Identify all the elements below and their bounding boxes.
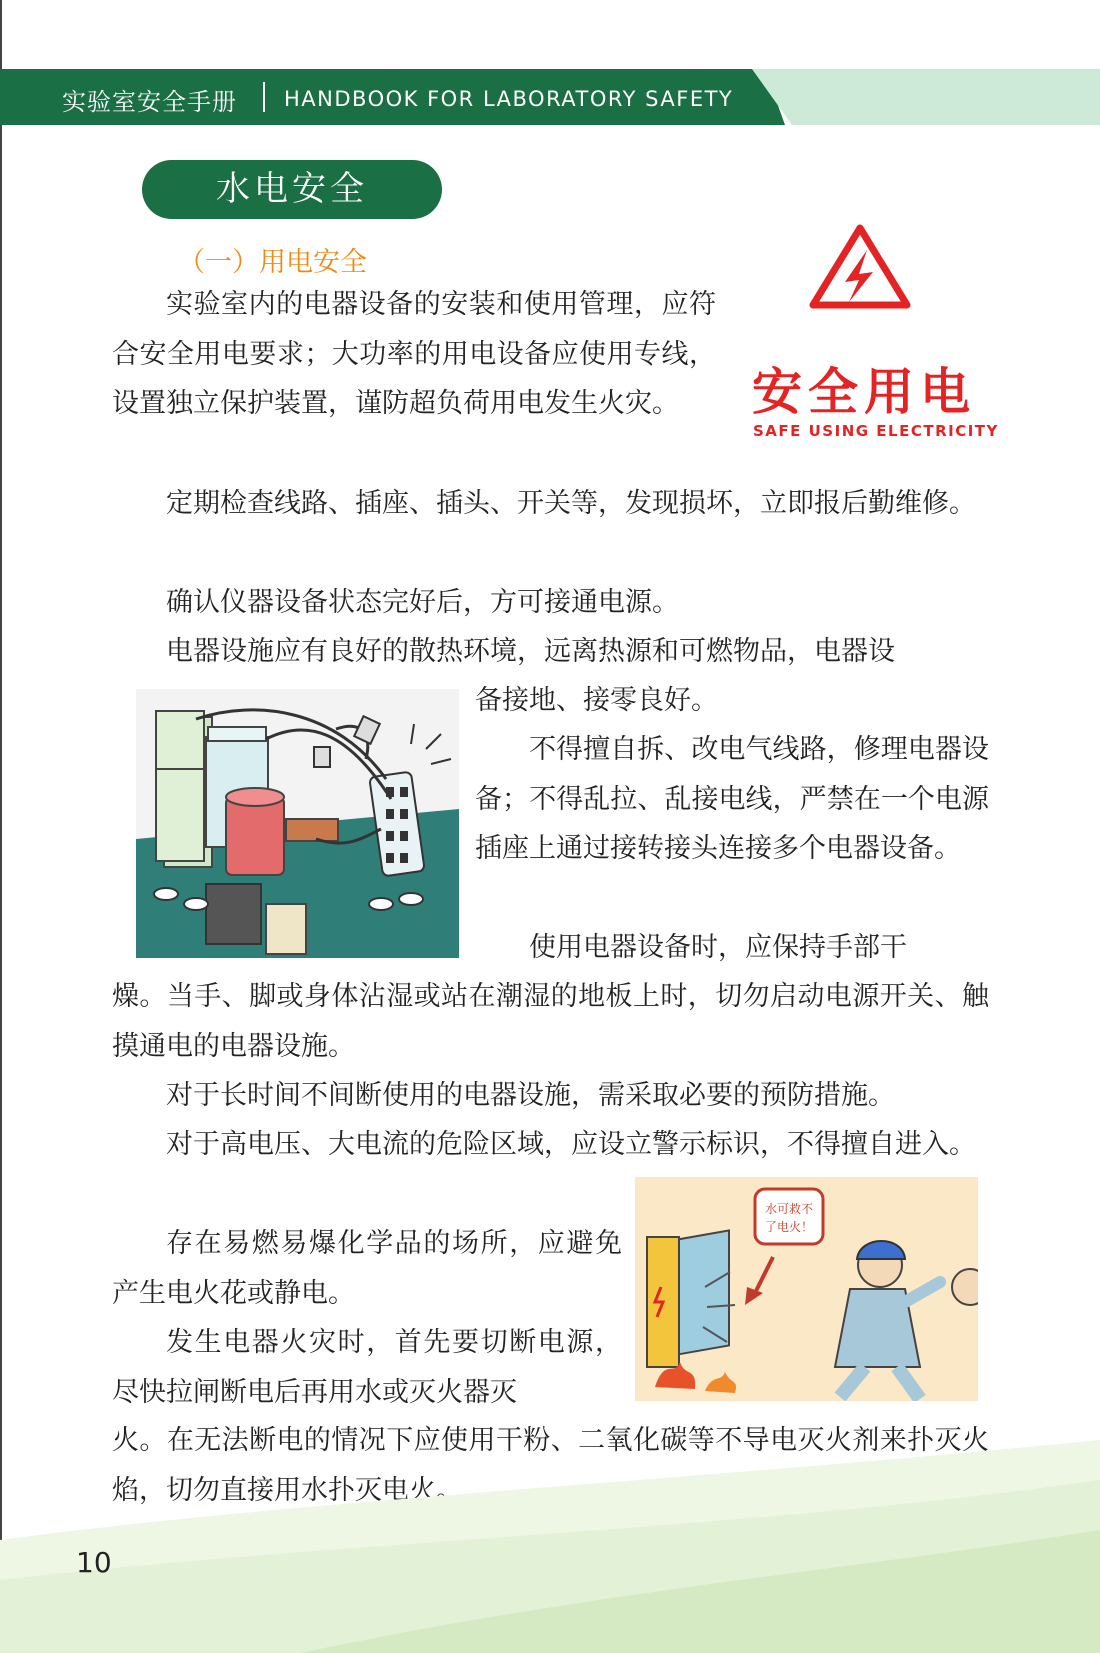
paragraph-8: 对于高电压、大电流的危险区域，应设立警示标识，不得擅自进入。 [166, 1129, 976, 1160]
bubble-line-2: 了电火！ [764, 1220, 814, 1234]
page-number: 10 [76, 1546, 112, 1579]
paragraph-10-cont: 火。在无法断电的情况下应使用干粉、二氧化碳等不导电灭火剂来扑灭火焰，切勿直接用水扑灭电火。 [112, 1425, 989, 1506]
paragraph-4-cont: 备接地、接零良好。 [475, 685, 718, 716]
paragraph-3: 确认仪器设备状态完好后，方可接通电源。 [166, 587, 679, 618]
section-title: 水电安全 [142, 160, 442, 219]
page-edge [0, 0, 2, 1653]
paragraph-6: 使用电器设备时，应保持手部干 [529, 932, 907, 963]
header-accent-band [752, 69, 1100, 125]
paragraph-4: 电器设施应有良好的散热环境，远离热源和可燃物品，电器设 [166, 636, 895, 667]
sign-title: 安全用电 [752, 363, 976, 421]
paragraph-7: 对于长时间不间断使用的电器设施，需采取必要的预防措施。 [166, 1080, 895, 1111]
subsection-title: （一）用电安全 [178, 247, 367, 278]
electric-fire-illustration [635, 1177, 978, 1401]
paragraph-10: 发生电器火灾时，首先要切断电源，尽快拉闸断电后再用水或灭火器灭 [112, 1327, 622, 1408]
paragraph-6-cont: 燥。当手、脚或身体沾湿或站在潮湿的地板上时，切勿启动电源开关、触摸通电的电器设施。 [112, 981, 989, 1062]
header-title-cn: 实验室安全手册 [62, 88, 237, 116]
paragraph-2: 定期检查线路、插座、插头、开关等，发现损坏，立即报后勤维修。 [166, 488, 976, 519]
paragraph-9: 存在易燃易爆化学品的场所，应避免产生电火花或静电。 [112, 1228, 622, 1309]
overloaded-socket-illustration [136, 689, 459, 958]
header-title-en: HANDBOOK FOR LABORATORY SAFETY [284, 87, 734, 111]
footer-decoration [0, 1420, 1100, 1653]
paragraph-5: 不得擅自拆、改电气线路，修理电器设备；不得乱拉、乱接电线，严禁在一个电源插座上通过接转接头连接多个电器设备。 [475, 734, 989, 864]
paragraph-1: 实验室内的电器设备的安装和使用管理，应符合安全用电要求；大功率的用电设备应使用专线，设置独立保护装置，谨防超负荷用电发生火灾。 [112, 289, 716, 419]
header-separator [263, 82, 265, 112]
sign-subtitle: SAFE USING ELECTRICITY [753, 422, 999, 440]
bubble-line-1: 水可救不 [764, 1202, 814, 1216]
